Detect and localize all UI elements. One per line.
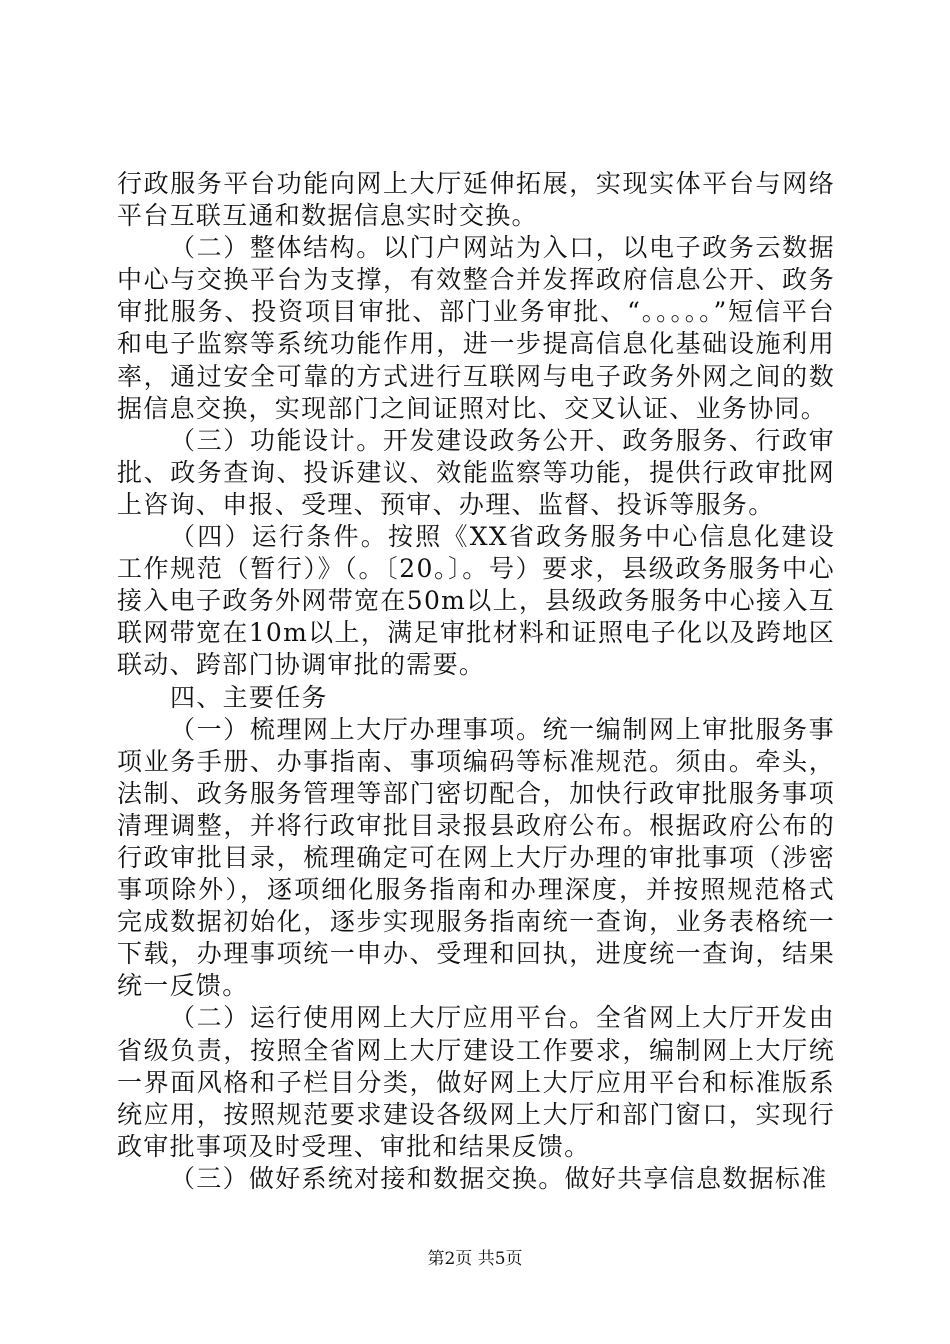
paragraph-overall-structure: （二）整体结构。以门户网站为入口，以电子政务云数据中心与交换平台为支撑，有效整合并发挥政府信息公开、政务审批服务、投资项目审批、部门业务审批、“。。。。。”短信平台和电子监察等系统功能作用，进一步提高信息化基础设施利用率，通过安全可靠的方式进行互联网与电子政务外网之间的数据信息交换，实现部门之间证照对比、交叉认证、业务协同。 <box>117 233 835 423</box>
document-body <box>117 168 835 1195</box>
page-number-footer: 第2页 共5页 <box>427 1249 523 1269</box>
paragraph-operating-conditions: （四）运行条件。按照《XX省政务服务中心信息化建设工作规范（暂行）》（。〔20。〕。号）要求，县级政务服务中心接入电子政务外网带宽在50m以上，县级政务服务中心接入互联网带宽在10m以上，满足审批材料和证照电子化以及跨地区联动、跨部门协调审批的需要。 <box>117 522 835 680</box>
section-heading-main-tasks: 四、主要任务 <box>170 682 328 712</box>
paragraph-task-one: （一）梳理网上大厅办理事项。统一编制网上审批服务事项业务手册、办事指南、事项编码等标准规范。须由。牵头，法制、政务服务管理等部门密切配合，加快行政审批服务事项清理调整，并将行政审批目录报县政府公布。根据政府公布的行政审批目录，梳理确定可在网上大厅办理的审批事项（涉密事项除外），逐项细化服务指南和办理深度，并按照规范格式完成数据初始化，逐步实现服务指南统一查询，业务表格统一下载，办理事项统一申办、受理和回执，进度统一查询，结果统一反馈。 <box>117 714 835 1001</box>
paragraph-task-three: （三）做好系统对接和数据交换。做好共享信息数据标准 <box>170 1163 828 1193</box>
paragraph-continuation: 行政服务平台功能向网上大厅延伸拓展，实现实体平台与网络平台互联互通和数据信息实时交换。 <box>117 169 835 231</box>
paragraph-task-two: （二）运行使用网上大厅应用平台。全省网上大厅开发由省级负责，按照全省网上大厅建设工作要求，编制网上大厅统一界面风格和子栏目分类，做好网上大厅应用平台和标准版系统应用，按照规范要求建设各级网上大厅和部门窗口，实现行政审批事项及时受理、审批和结果反馈。 <box>117 1003 835 1161</box>
paragraph-function-design: （三）功能设计。开发建设政务公开、政务服务、行政审批、政务查询、投诉建议、效能监察等功能，提供行政审批网上咨询、申报、受理、预审、办理、监督、投诉等服务。 <box>117 425 835 519</box>
